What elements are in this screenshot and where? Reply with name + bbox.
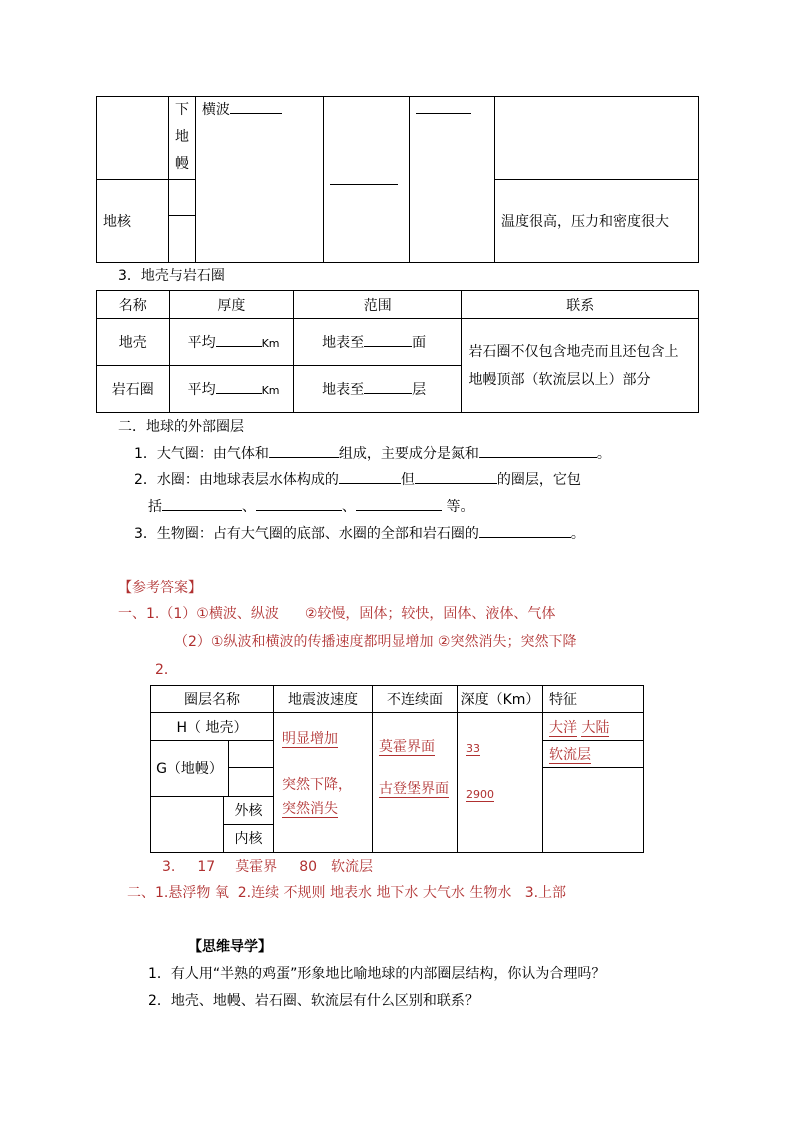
answers-heading: 【参考答案】 (118, 580, 202, 596)
biosphere-line: 3．生物圈：占有大气圈的底部、水圈的全部和岩石圈的 。 (134, 523, 585, 543)
section-title: 3．地壳与岩石圈 (118, 268, 225, 284)
header-relation: 联系 (462, 291, 699, 319)
blank (416, 99, 471, 114)
interior-table-fragment (96, 96, 699, 263)
hydrosphere-line: 2．水圈：由地球表层水体构成的 但 的圈层，它包 (134, 469, 581, 489)
crust-lithosphere-table: 名称 厚度 范围 联系 地壳 平均 Km 地表至 面 岩石圈不仅包含地壳而且还包含上 地幔顶部（软流层以上）部分 岩石圈 平均 Km 地表至 层 (96, 290, 699, 413)
crust-cell: H（ 地壳） (151, 713, 274, 741)
answer-2-label: 2． (155, 662, 178, 678)
think-heading: 【思维导学】 (188, 939, 272, 955)
transverse-wave-label: 横波 (201, 102, 230, 118)
atmosphere-line: 1．大气圈：由气体和 组成，主要成分是氮和 。 (134, 443, 611, 463)
think-question-1: 1．有人用“半熟的鸡蛋”形象地比喻地球的内部圈层结构，你认为合理吗？ (148, 966, 606, 982)
hydrosphere-line-2: 括 、 、 等。 (148, 496, 474, 516)
core-feature: 温度很高，压力和密度很大 (495, 180, 699, 263)
blank (330, 170, 398, 185)
lower-mantle-label: 下地幔 (169, 97, 196, 180)
blank (230, 99, 282, 114)
think-question-2: 2．地壳、地幔、岩石圈、软流层有什么区别和联系？ (148, 993, 479, 1009)
mantle-cell: G（地幔） (151, 741, 229, 796)
header-thickness: 厚度 (169, 291, 294, 319)
row-crust-name: 地壳 (97, 319, 170, 366)
answer-3-line: 3. 17 莫霍界 80 软流层 (162, 859, 374, 875)
outer-core-cell: 外核 (224, 796, 274, 824)
inner-core-cell: 内核 (224, 824, 274, 852)
header-name: 名称 (97, 291, 170, 319)
header-range: 范围 (294, 291, 462, 319)
answer-table: 圈层名称 地震波速度 不连续面 深度（Km） 特征 H（ 地壳） 明显增加 突然下降， 突然消失 莫霍界面 古登堡界面 33 2900 大洋 大陆 G（地幔） 软流层 外核 内核 (150, 685, 644, 853)
relation-text: 岩石圈不仅包含地壳而且还包含上 地幔顶部（软流层以上）部分 (462, 319, 699, 413)
answer-1-2: （2）①纵波和横波的传播速度都明显增加 ②突然消失；突然下降 (174, 634, 577, 650)
external-title: 二．地球的外部圈层 (118, 419, 244, 435)
answer-external-line: 二、1.悬浮物 氧 2.连续 不规则 地表水 地下水 大气水 生物水 3.上部 (127, 885, 567, 901)
answer-1-1: 一、1.（1）①横波、纵波 ②较慢，固体；较快，固体、液体、气体 (118, 606, 556, 622)
row-lithosphere-name: 岩石圈 (97, 366, 170, 413)
core-label: 地核 (97, 180, 169, 263)
